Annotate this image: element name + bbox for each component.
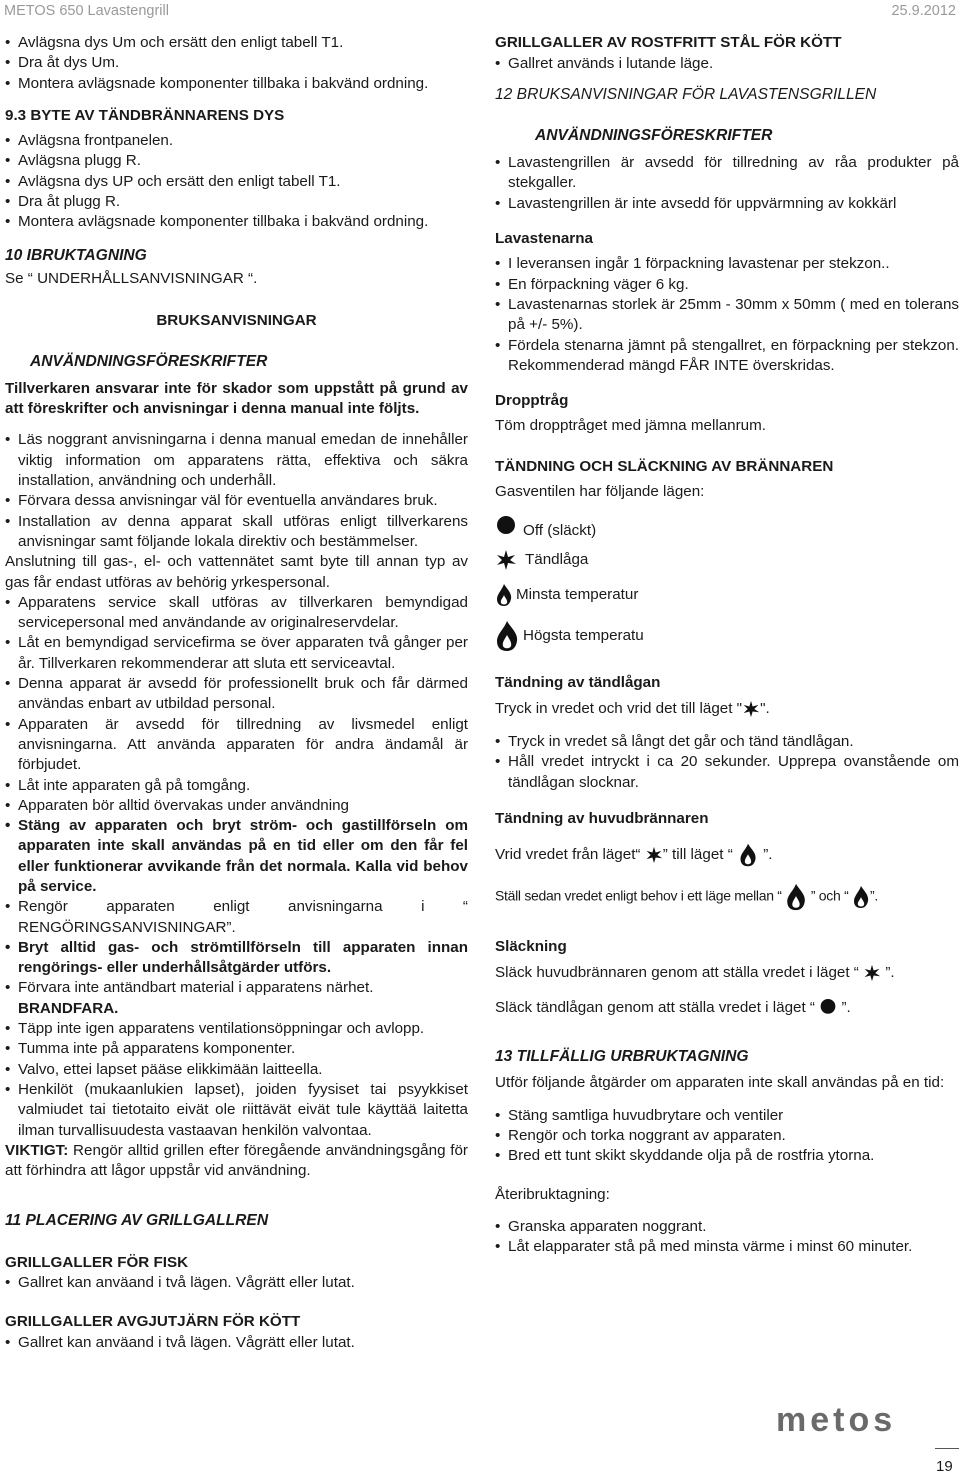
position-pilot — [495, 548, 959, 572]
tandning-tandlagan-title: Tändning av tändlågan — [495, 674, 661, 692]
list-item — [5, 978, 468, 1019]
dropptrag-text: Töm dropptråget med jämna mellanrum. — [495, 417, 766, 435]
list-item: • Tumma inte på apparatens komponenter. — [5, 1039, 468, 1059]
section-10-title: 10 IBRUKTAGNING — [5, 246, 147, 264]
header-title: METOS 650 Lavastengrill — [4, 3, 169, 19]
dropptrag-title: Dropptråg — [495, 392, 569, 410]
list-item: • Apparaten bör alltid övervakas under användning — [5, 796, 468, 816]
text-part: ” till läget “ — [662, 846, 733, 864]
position-label: Högsta temperatu — [523, 627, 644, 645]
list-item: • Granska apparaten noggrant. — [495, 1217, 959, 1237]
metos-logo-graphic — [776, 1404, 959, 1434]
list-item: • Låt elapparater stå på med minsta värme i minst 60 minuter. — [495, 1237, 959, 1257]
viktigt-label: VIKTIGT: — [5, 1141, 69, 1159]
small-flame-icon — [495, 583, 513, 607]
large-flame-icon — [737, 843, 759, 867]
text-part: ”. — [885, 964, 895, 982]
viktigt-text: Rengör alltid grillen efter föregående användningsgång för att förhindra att lågor uppstår vid användning. — [5, 1141, 468, 1180]
text-part: ” och “ — [810, 887, 849, 904]
lavastenarna-list — [495, 254, 959, 376]
list-item: • Stäng av apparaten och bryt ström- och gastillförseln om apparaten inte skall användas på en tid eller om den får fel eller funktionerar avvikande från det normala. Kalla vid behov på service. — [5, 816, 468, 897]
list-item: • Avlägsna dys UP och ersätt den enligt tabell T1. — [5, 172, 468, 192]
avgjutjarn-list — [5, 1333, 468, 1353]
text-part: Vrid vredet från läget“ — [495, 846, 641, 864]
section-13-list — [495, 1106, 959, 1167]
off-dot-icon — [495, 516, 517, 538]
section-13-title: 13 TILLFÄLLIG URBRUKTAGNING — [495, 1048, 749, 1066]
list-item: • Installation av denna apparat skall utföras enligt tillverkarens anvisningar samt följande lokala direktiv och bestämmelser. — [5, 512, 468, 553]
grillgaller-avgjutjarn-title: GRILLGALLER AVGJUTJÄRN FÖR KÖTT — [5, 1313, 301, 1331]
text-part: ”. — [841, 998, 851, 1016]
paragraph: Anslutning till gas-, el- och vattennätet samt byte till annan typ av gas får endast utföras av behörig yrkespersonal. — [5, 553, 468, 591]
slackning-tandlagan-text — [495, 998, 959, 1018]
tandning-tandlagan-text — [495, 699, 959, 719]
list-item: • Lavastenarnas storlek är 25mm - 30mm x 50mm ( med en tolerans på +/- 5%). — [495, 295, 959, 336]
metos-logo — [776, 1404, 959, 1440]
pilot-star-icon — [863, 964, 881, 982]
list-item: • Bryt alltid gas- och strömtillförseln till apparaten innan rengörings- eller underhållsåtgärder utförs. — [5, 938, 468, 979]
left-column — [5, 33, 468, 1353]
section-9-3-title: 9.3 BYTE AV TÄNDBRÄNNARENS DYS — [5, 106, 285, 124]
text-part: ". — [760, 699, 770, 717]
list-item: • Avlägsna dys Um och ersätt den enligt tabell T1. — [5, 33, 468, 53]
tandning-title: TÄNDNING OCH SLÄCKNING AV BRÄNNAREN — [495, 457, 834, 475]
list-item: • Henkilöt (mukaanlukien lapset), joiden fyysiset tai psyykkiset valmiudet tai tietotaito eivät ole riittävät eivät tule käyttää laitetta ilman turvallisuudesta vastaavan henkilön valvontaa. — [5, 1080, 468, 1141]
large-flame-icon — [785, 883, 807, 911]
list-item: • Låt en bemyndigad servicefirma se över apparaten två gånger per år. Tillverkaren rekommenderar att sluta ett serviceavtal. — [5, 633, 468, 674]
header-date: 25.9.2012 — [891, 3, 956, 19]
item-text: Förvara inte antändbart material i apparatens närhet. — [18, 979, 374, 997]
list-item: • Avlägsna frontpanelen. — [5, 131, 468, 151]
list-item: • Dra åt dys Um. — [5, 53, 468, 73]
list-item: • Avlägsna plugg R. — [5, 151, 468, 171]
off-dot-icon — [819, 999, 837, 1017]
position-label: Tändlåga — [525, 551, 589, 569]
position-min — [495, 582, 959, 608]
list-item: • Förvara dessa anvisningar väl för eventuella användares bruk. — [5, 491, 468, 511]
bold-intro: Tillverkaren ansvarar inte för skador som uppstått på grund av att föreskrifter och anvisningar i denna manual inte följts. — [5, 379, 468, 418]
list-item: • Valvo, ettei lapset pääse elikkimään laitteella. — [5, 1060, 468, 1080]
position-max — [495, 620, 959, 652]
list-item: • Gallret kan anväand i två lägen. Vågrätt eller lutat. — [5, 1273, 468, 1293]
list-item: • Rengör apparaten enligt anvisningarna i “ RENGÖRINGSANVISNINGAR”. — [5, 897, 468, 938]
footer-rule — [935, 1448, 959, 1449]
page-number: 19 — [936, 1458, 953, 1475]
small-flame-icon — [852, 885, 870, 909]
position-label: Minsta temperatur — [516, 586, 639, 604]
position-label: Off (släckt) — [523, 522, 597, 540]
list-item: • Håll vredet intryckt i ca 20 sekunder. Upprepa ovanstående om tändlågan slocknar. — [495, 752, 959, 793]
anvandningsforeskrifter-title: ANVÄNDNINGSFÖRESKRIFTER — [535, 126, 773, 144]
brandfara-text: BRANDFARA. — [18, 999, 119, 1017]
list-item: • Apparaten är avsedd för tillredning av livsmedel enligt anvisningarna. Att använda apparaten för andra ändamål är förbjudet. — [5, 715, 468, 776]
anvandningsforeskrifter-title: ANVÄNDNINGSFÖRESKRIFTER — [30, 352, 268, 370]
list-item: • Täpp inte igen apparatens ventilationsöppningar och avlopp. — [5, 1019, 468, 1039]
slackning-text — [495, 963, 959, 983]
pilot-star-icon — [645, 846, 663, 864]
list-item: • Gallret kan anväand i två lägen. Vågrätt eller lutat. — [5, 1333, 468, 1353]
ateribruktagning-title: Återibruktagning: — [495, 1185, 610, 1203]
stall-sedan-text — [495, 883, 959, 911]
page-header — [0, 0, 960, 22]
grillgaller-fisk-title: GRILLGALLER FÖR FISK — [5, 1253, 189, 1271]
viktigt-paragraph — [5, 1141, 468, 1182]
text-part: ”. — [763, 846, 773, 864]
list-item: • Låt inte apparaten gå på tomgång. — [5, 776, 468, 796]
rostfritt-list — [495, 54, 959, 74]
list-item: • Rengör och torka noggrant av apparaten. — [495, 1126, 959, 1146]
text-part: Ställ sedan vredet enligt behov i ett läge mellan “ — [495, 887, 782, 904]
list-item: • Fördela stenarna jämnt på stengallret, en förpackning per stekzon. Rekommenderad mängd FÅR INTE överskridas. — [495, 336, 959, 377]
slackning-title: Släckning — [495, 938, 567, 956]
logo-text: metos — [776, 1404, 897, 1434]
ateribruktagning-list — [495, 1217, 959, 1258]
list-item: • Bred ett tunt skikt skyddande olja på de rostfria ytorna. — [495, 1146, 959, 1166]
lavastenarna-title: Lavastenarna — [495, 230, 593, 248]
list-item: • Denna apparat är avsedd för professionellt bruk och får därmed användas enbart av utbildad personal. — [5, 674, 468, 715]
text-part: ”. — [870, 887, 878, 904]
list-item: • Lavastengrillen är avsedd för tillredning av råa produkter på stekgaller. — [495, 153, 959, 194]
pilot-star-icon — [742, 700, 760, 718]
right-column — [495, 33, 959, 1257]
position-off — [495, 514, 959, 540]
huvudbrannaren-text — [495, 843, 959, 867]
list-item: • Gallret används i lutande läge. — [495, 54, 959, 74]
list-item: • I leveransen ingår 1 förpackning lavastenar per stekzon.. — [495, 254, 959, 274]
list-item: • Montera avlägsnade komponenter tillbaka i bakvänd ordning. — [5, 212, 468, 232]
grillgaller-rostfritt-title: GRILLGALLER AV ROSTFRITT STÅL FÖR KÖTT — [495, 34, 842, 51]
huvudbrannaren-title: Tändning av huvudbrännaren — [495, 809, 709, 827]
text-part: Släck huvudbrännaren genom att ställa vredet i läget “ — [495, 964, 859, 982]
pilot-star-icon — [495, 549, 517, 571]
tandning-text: Gasventilen har följande lägen: — [495, 483, 705, 501]
list-item: • Apparatens service skall utföras av tillverkaren bemyndigad servicepersonal med användande av originalreservdelar. — [5, 593, 468, 634]
intro-list — [5, 33, 468, 94]
text-part: Tryck in vredet och vrid det till läget " — [495, 699, 743, 717]
section-10-text: Se “ UNDERHÅLLSANVISNINGAR “. — [5, 269, 258, 287]
usage-list — [495, 153, 959, 214]
tandlagan-list — [495, 732, 959, 793]
section-9-3-list — [5, 131, 468, 232]
list-item: • Lavastengrillen är inte avsedd för uppvärmning av kokkärl — [495, 194, 959, 214]
large-flame-icon — [495, 620, 519, 652]
bruksanvisningar-title: BRUKSANVISNINGAR — [156, 312, 317, 330]
section-11-title: 11 PLACERING AV GRILLGALLREN — [5, 1212, 269, 1230]
safety-list — [5, 430, 468, 1140]
section-13-text: Utför följande åtgärder om apparaten inte skall användas på en tid: — [495, 1074, 945, 1092]
list-item: • Dra åt plugg R. — [5, 192, 468, 212]
section-12-title: 12 BRUKSANVISNINGAR FÖR LAVASTENSGRILLEN — [495, 85, 877, 103]
list-item: • Läs noggrant anvisningarna i denna manual emedan de innehåller viktig information om apparatens rätta, effektiva och säkra installation, användning och underhåll. — [5, 430, 468, 491]
list-item: • Tryck in vredet så långt det går och tänd tändlågan. — [495, 732, 959, 752]
list-item: • En förpackning väger 6 kg. — [495, 275, 959, 295]
text-part: Släck tändlågan genom att ställa vredet i läget “ — [495, 998, 815, 1016]
fisk-list — [5, 1273, 468, 1293]
list-item: • Stäng samtliga huvudbrytare och ventiler — [495, 1106, 959, 1126]
list-item: • Montera avlägsnade komponenter tillbaka i bakvänd ordning. — [5, 74, 468, 94]
